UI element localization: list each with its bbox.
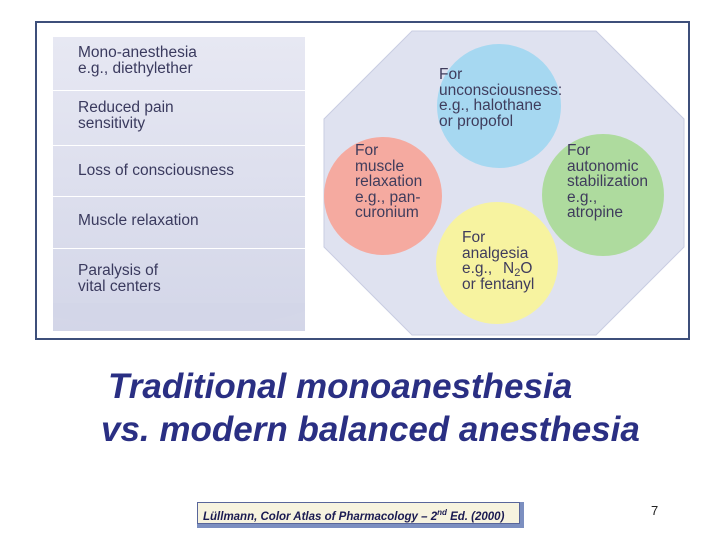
citation-suffix: Ed. (2000)	[446, 510, 505, 523]
unconsciousness-label: For unconsciousness: e.g., halothane or propofol	[439, 66, 563, 130]
slide-headline	[101, 365, 640, 451]
page-number: 7	[651, 503, 659, 518]
stack-row-label: Paralysis of vital centers	[78, 262, 161, 295]
headline-line-1: Traditional monoanesthesia	[108, 367, 573, 406]
stack-row-label: Reduced pain sensitivity	[78, 99, 174, 132]
stack-row-label: Mono-anesthesia e.g., diethylether	[78, 44, 197, 77]
citation-superscript: nd	[437, 508, 447, 517]
stack-row-label: Muscle relaxation	[78, 212, 199, 229]
analgesia-label: For analgesia e.g.,	[462, 229, 529, 277]
analgesia-last-line: or fentanyl	[462, 276, 535, 293]
formula-o: O	[520, 260, 533, 277]
citation-box	[197, 502, 524, 528]
citation-text	[197, 502, 520, 524]
citation-prefix: Lüllmann, Color Atlas of Pharmacology – 2	[203, 510, 438, 523]
figure-frame	[35, 21, 690, 340]
autonomic-label: For autonomic stabilization e.g., atropine	[567, 142, 648, 221]
formula-n: N	[503, 260, 515, 277]
muscle-relaxation-label: For muscle relaxation e.g., pan- curonium	[355, 142, 423, 221]
stack-row-label: Loss of consciousness	[78, 162, 234, 179]
formula-subscript: 2	[514, 267, 521, 279]
headline-line-2: vs. modern balanced anesthesia	[101, 410, 640, 449]
